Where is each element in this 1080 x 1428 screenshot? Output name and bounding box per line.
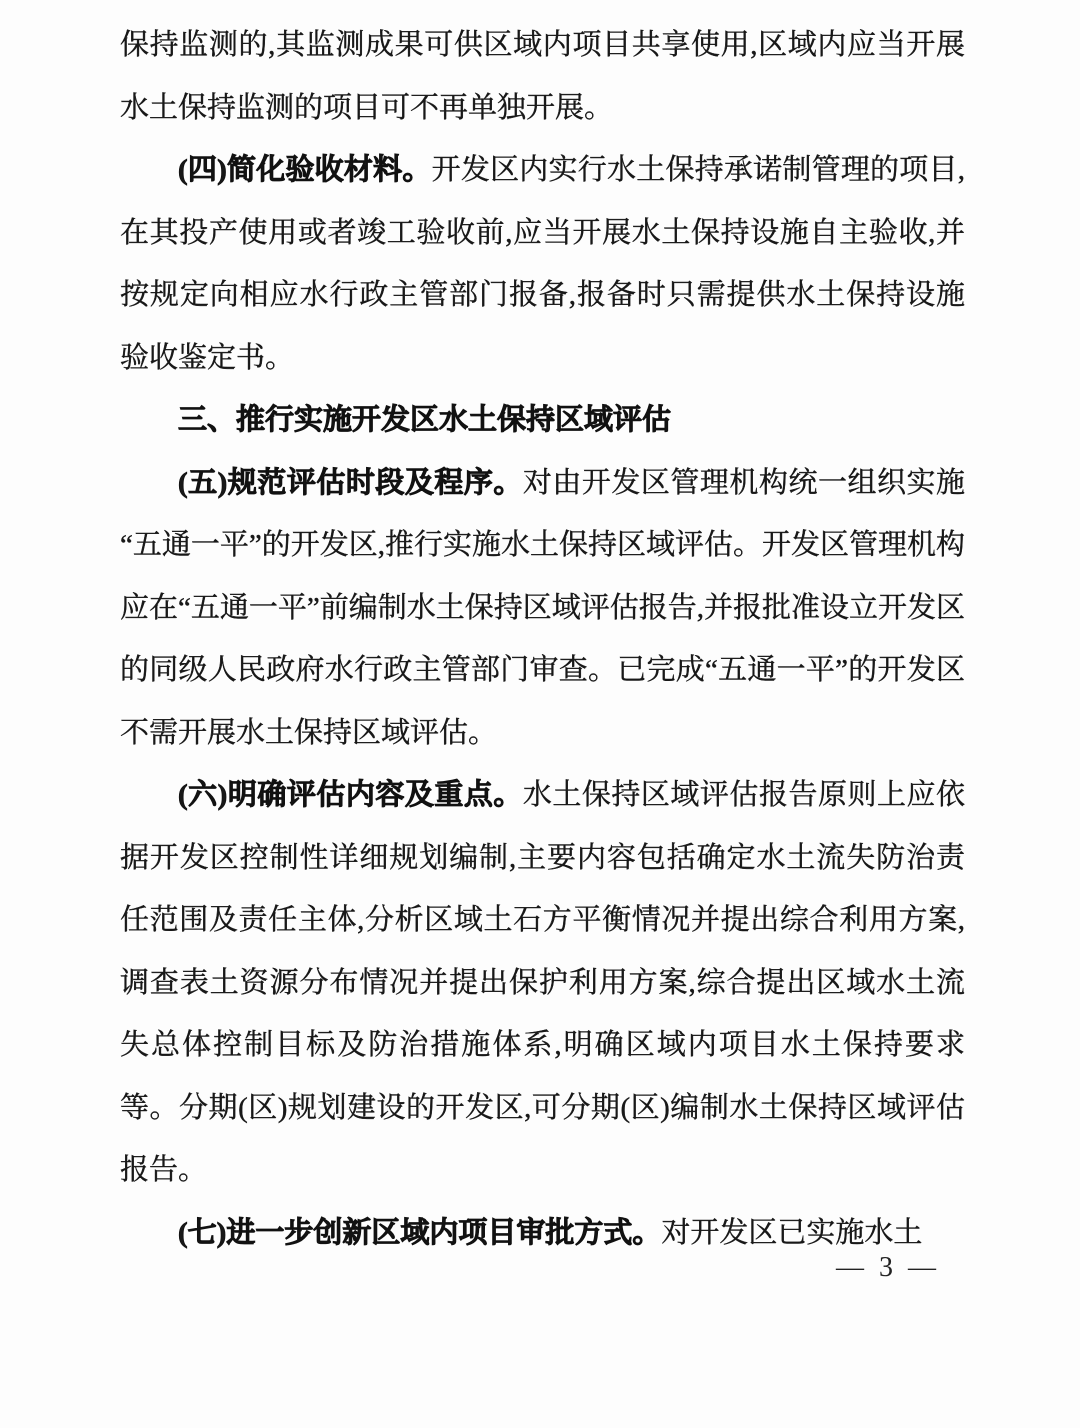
- page-number: — 3 —: [836, 1252, 940, 1283]
- paragraph-lead: (四)简化验收材料。: [178, 154, 432, 186]
- paragraph-text: 对开发区已实施水土: [661, 1216, 923, 1249]
- paragraph-text: 保持监测的,其监测成果可供区域内项目共享使用,区域内应当开展水土保持监测的项目可不再单独开展。: [120, 29, 965, 124]
- paragraph: [120, 452, 965, 765]
- paragraph: [120, 14, 965, 139]
- paragraph-text: 对由开发区管理机构统一组织实施“五通一平”的开发区,推行实施水土保持区域评估。开发区管理机构应在“五通一平”前编制水土保持区域评估报告,并报批准设立开发区的同级人民政府水行政主管部门审查。已完成“五通一平”的开发区不需开展水土保持区域评估。: [120, 466, 965, 749]
- heading-text: 三、推行实施开发区水土保持区域评估: [178, 404, 672, 436]
- paragraph-text: 开发区内实行水土保持承诺制管理的项目,在其投产使用或者竣工验收前,应当开展水土保持设施自主验收,并按规定向相应水行政主管部门报备,报备时只需提供水土保持设施验收鉴定书。: [120, 154, 965, 374]
- paragraph-lead: (五)规范评估时段及程序。: [178, 466, 523, 499]
- document-body: [120, 14, 965, 1264]
- paragraph-text: 水土保持区域评估报告原则上应依据开发区控制性详细规划编制,主要内容包括确定水土流失防治责任范围及责任主体,分析区域土石方平衡情况并提出综合利用方案,调查表土资源分布情况并提出保护利用方案,综合提出区域水土流失总体控制目标及防治措施体系,明确区域内项目水土保持要求等。分期(区)规划建设的开发区,可分期(区)编制水土保持区域评估报告。: [120, 779, 965, 1186]
- section-heading: [120, 389, 965, 452]
- paragraph-lead: (七)进一步创新区域内项目审批方式。: [178, 1216, 662, 1249]
- paragraph: [120, 764, 965, 1202]
- paragraph-lead: (六)明确评估内容及重点。: [178, 779, 523, 811]
- paragraph: [120, 139, 965, 389]
